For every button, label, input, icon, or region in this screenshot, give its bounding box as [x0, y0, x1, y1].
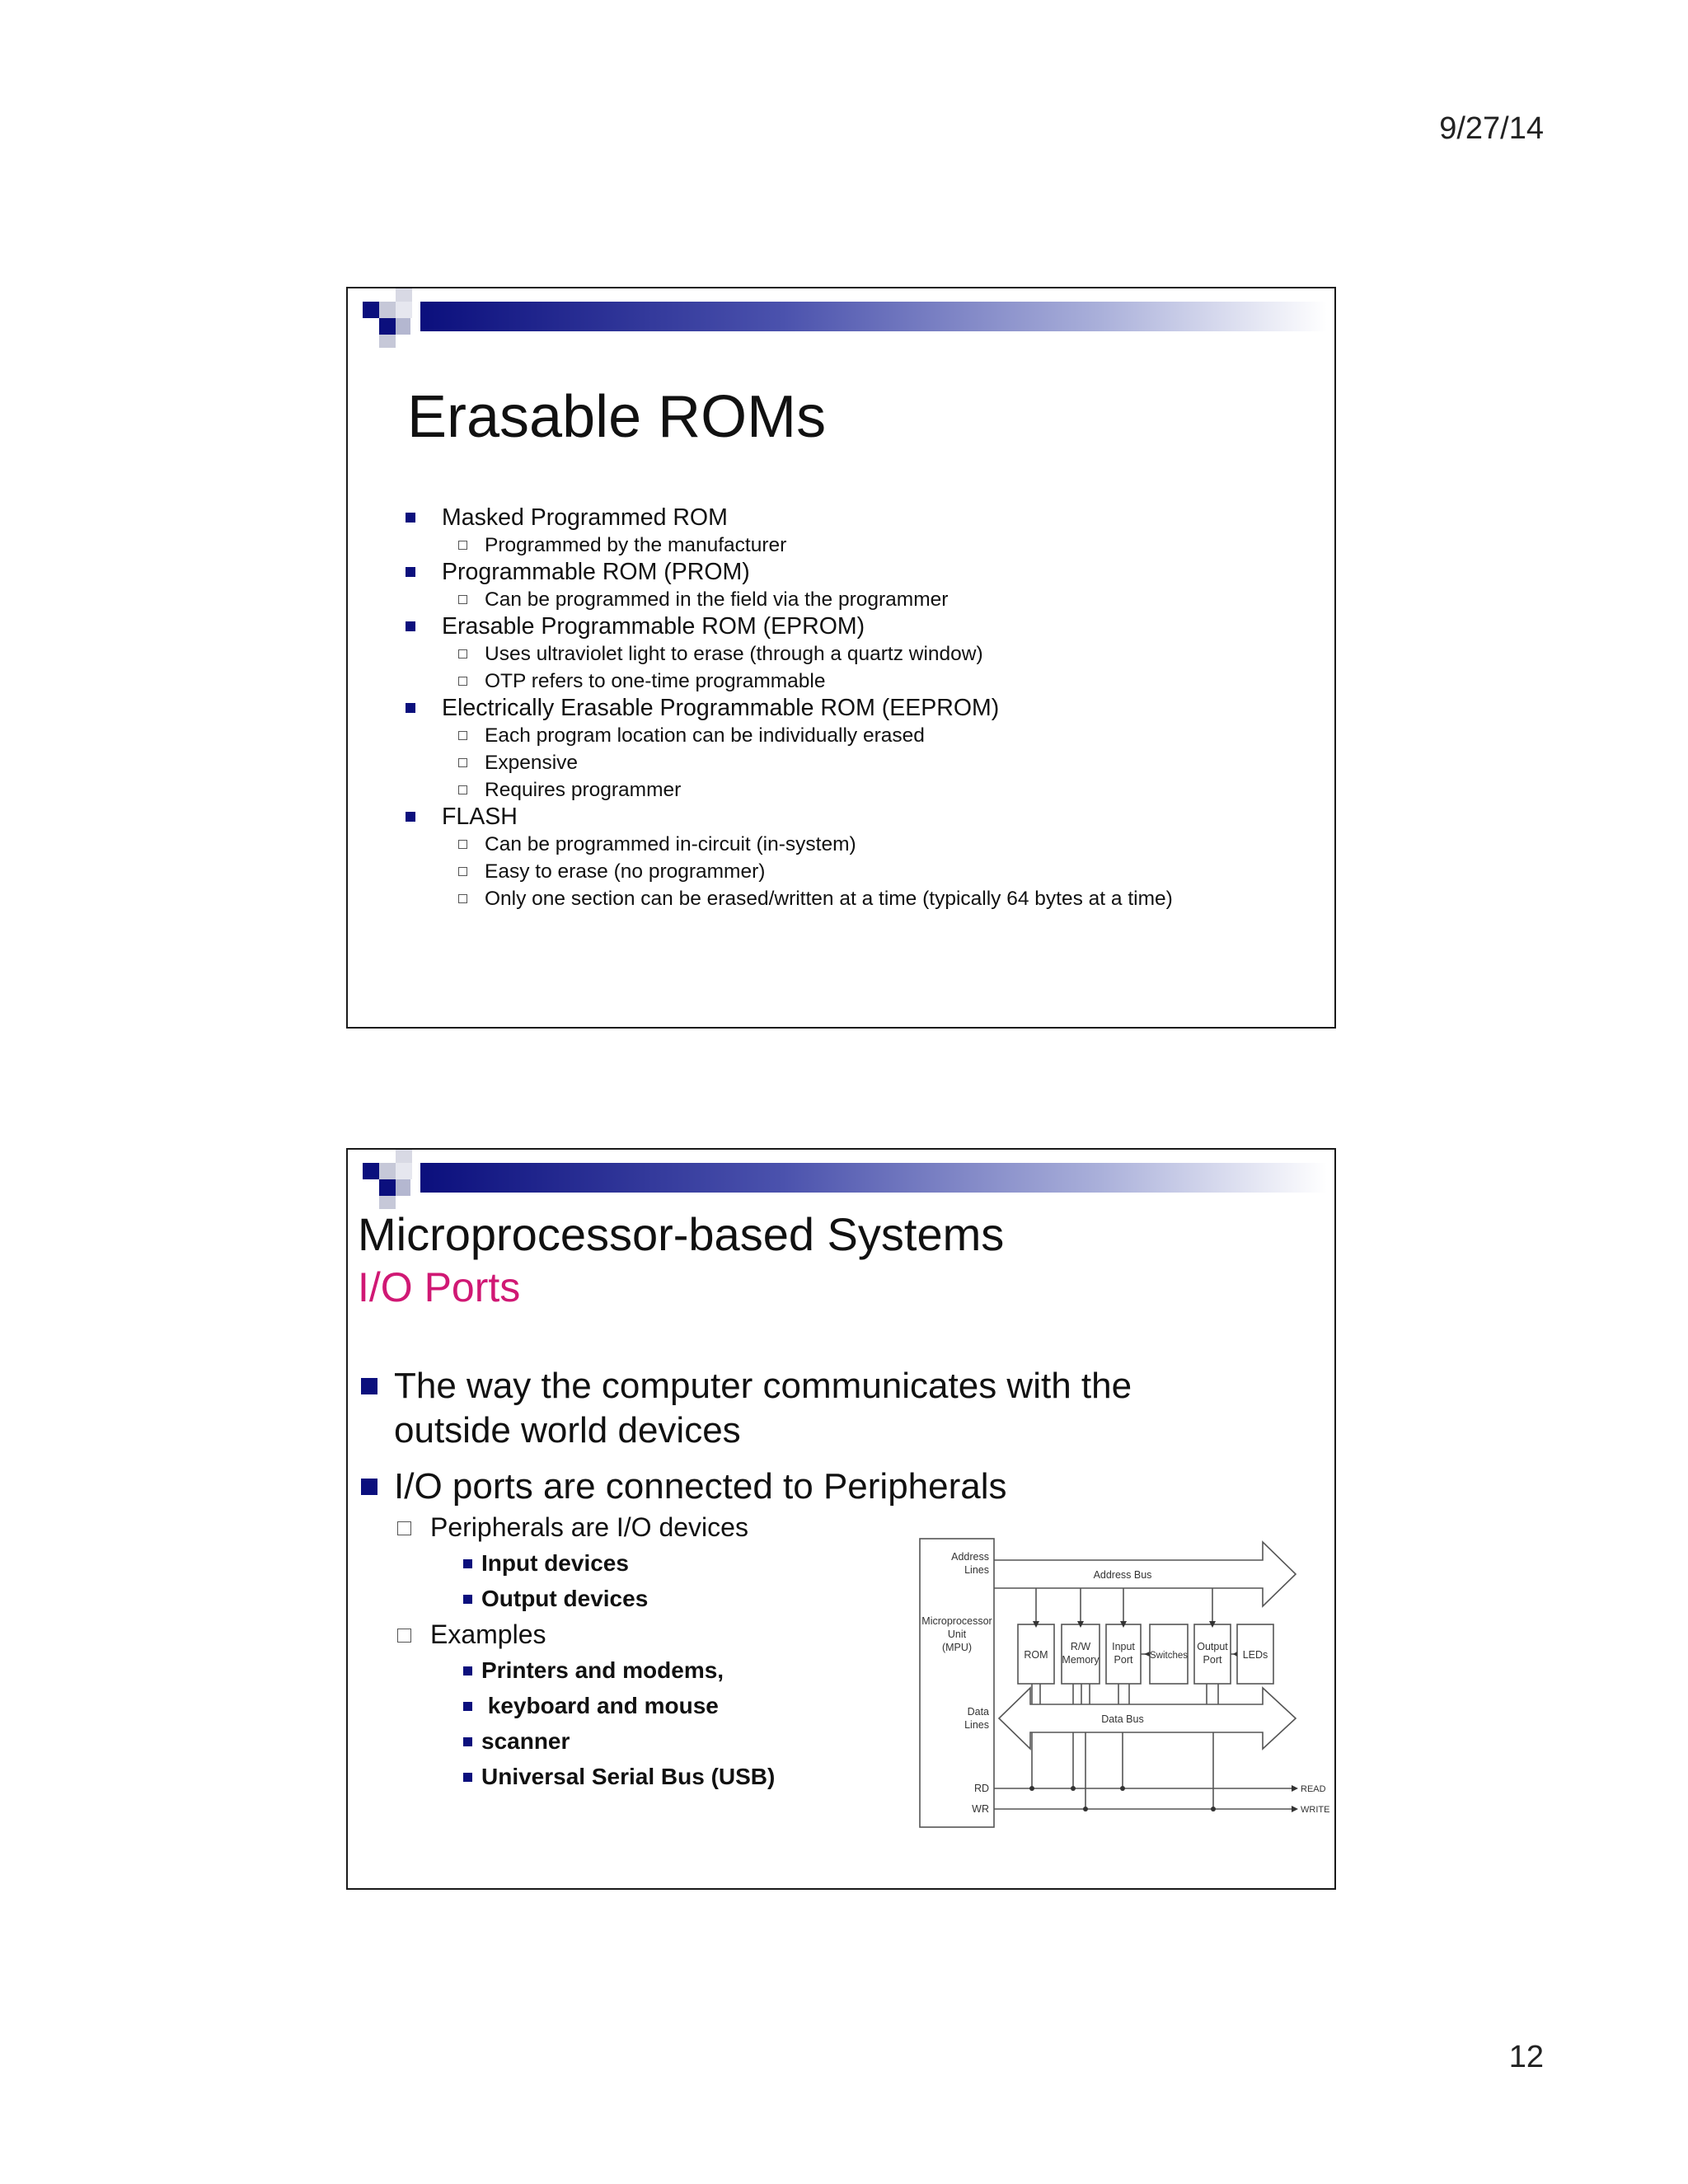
- wr-label: WR: [972, 1803, 989, 1815]
- rw-memory-label-2: Memory: [1062, 1654, 1100, 1666]
- list-item: Masked Programmed ROM: [404, 504, 1173, 532]
- data-lines-label-2: Lines: [964, 1719, 989, 1731]
- data-bus-arrow: [999, 1688, 1296, 1749]
- list-subitem: Each program location can be individually erased: [404, 722, 1173, 749]
- slide-title: Microprocessor-based Systems: [358, 1208, 1005, 1260]
- list-item: Programmable ROM (PROM): [404, 559, 1173, 586]
- slide-io-ports: [346, 1148, 1336, 1890]
- slide-header-decoration: [348, 288, 1334, 354]
- mpu-label-1: Microprocessor: [921, 1615, 992, 1627]
- output-port-label-1: Output: [1197, 1641, 1228, 1652]
- list-subitem: Uses ultraviolet light to erase (through a quartz window): [404, 640, 1173, 668]
- list-subsubitem: Output devices: [359, 1581, 1235, 1616]
- address-lines-label-1: Address: [951, 1551, 989, 1563]
- rw-memory-label-1: R/W: [1070, 1641, 1091, 1652]
- input-port-label-2: Port: [1114, 1654, 1133, 1666]
- list-subitem: Only one section can be erased/written at a time (typically 64 bytes at a time): [404, 885, 1173, 912]
- rom-type-list: [404, 504, 1173, 912]
- data-lines-label-1: Data: [967, 1706, 989, 1718]
- list-item: The way the computer communicates with the outside world devices: [359, 1364, 1235, 1453]
- list-subitem: Requires programmer: [404, 776, 1173, 804]
- mpu-label-2: Unit: [947, 1629, 967, 1640]
- address-bus-label: Address Bus: [1093, 1569, 1152, 1581]
- list-subitem: Can be programmed in-circuit (in-system): [404, 831, 1173, 858]
- list-subitem: Easy to erase (no programmer): [404, 858, 1173, 885]
- list-subsubitem: Input devices: [359, 1545, 1235, 1581]
- slide-title: Erasable ROMs: [407, 384, 827, 450]
- list-subsubitem: scanner: [359, 1723, 1235, 1759]
- list-subsubitem: keyboard and mouse: [359, 1688, 1235, 1723]
- list-subitem: Examples: [359, 1616, 1235, 1652]
- list-subitem: Expensive: [404, 749, 1173, 776]
- page-number: 12: [1508, 2040, 1544, 2074]
- address-lines-label-2: Lines: [964, 1564, 989, 1576]
- bus-diagram-svg: [917, 1537, 1330, 1834]
- list-subitem: Can be programmed in the field via the programmer: [404, 586, 1173, 613]
- leds-label: LEDs: [1242, 1649, 1268, 1661]
- rd-label: RD: [973, 1783, 989, 1794]
- list-subitem: Peripherals are I/O devices: [359, 1509, 1235, 1545]
- page-date: 9/27/14: [1439, 111, 1544, 146]
- read-label: READ: [1301, 1784, 1326, 1794]
- list-item: Electrically Erasable Programmable ROM (EEPROM): [404, 695, 1173, 722]
- list-subitem: Programmed by the manufacturer: [404, 532, 1173, 559]
- slide-subtitle: I/O Ports: [358, 1264, 521, 1310]
- rom-label: ROM: [1024, 1649, 1048, 1661]
- list-subsubitem: Universal Serial Bus (USB): [359, 1759, 1235, 1794]
- list-item: I/O ports are connected to Peripherals: [359, 1465, 1235, 1509]
- list-subsubitem: Printers and modems,: [359, 1652, 1235, 1688]
- write-label: WRITE: [1301, 1805, 1330, 1815]
- output-port-label-2: Port: [1203, 1654, 1222, 1666]
- switches-label: Switches: [1149, 1651, 1189, 1661]
- input-port-label-1: Input: [1112, 1641, 1135, 1652]
- slide-header-decoration: [348, 1150, 1334, 1216]
- microprocessor-system-diagram: [917, 1537, 1330, 1834]
- list-item: FLASH: [404, 804, 1173, 831]
- list-item: Erasable Programmable ROM (EPROM): [404, 613, 1173, 640]
- list-subitem: OTP refers to one-time programmable: [404, 668, 1173, 695]
- mpu-label-3: (MPU): [941, 1642, 973, 1653]
- slide-erasable-roms: [346, 287, 1336, 1029]
- data-bus-label: Data Bus: [1101, 1713, 1144, 1725]
